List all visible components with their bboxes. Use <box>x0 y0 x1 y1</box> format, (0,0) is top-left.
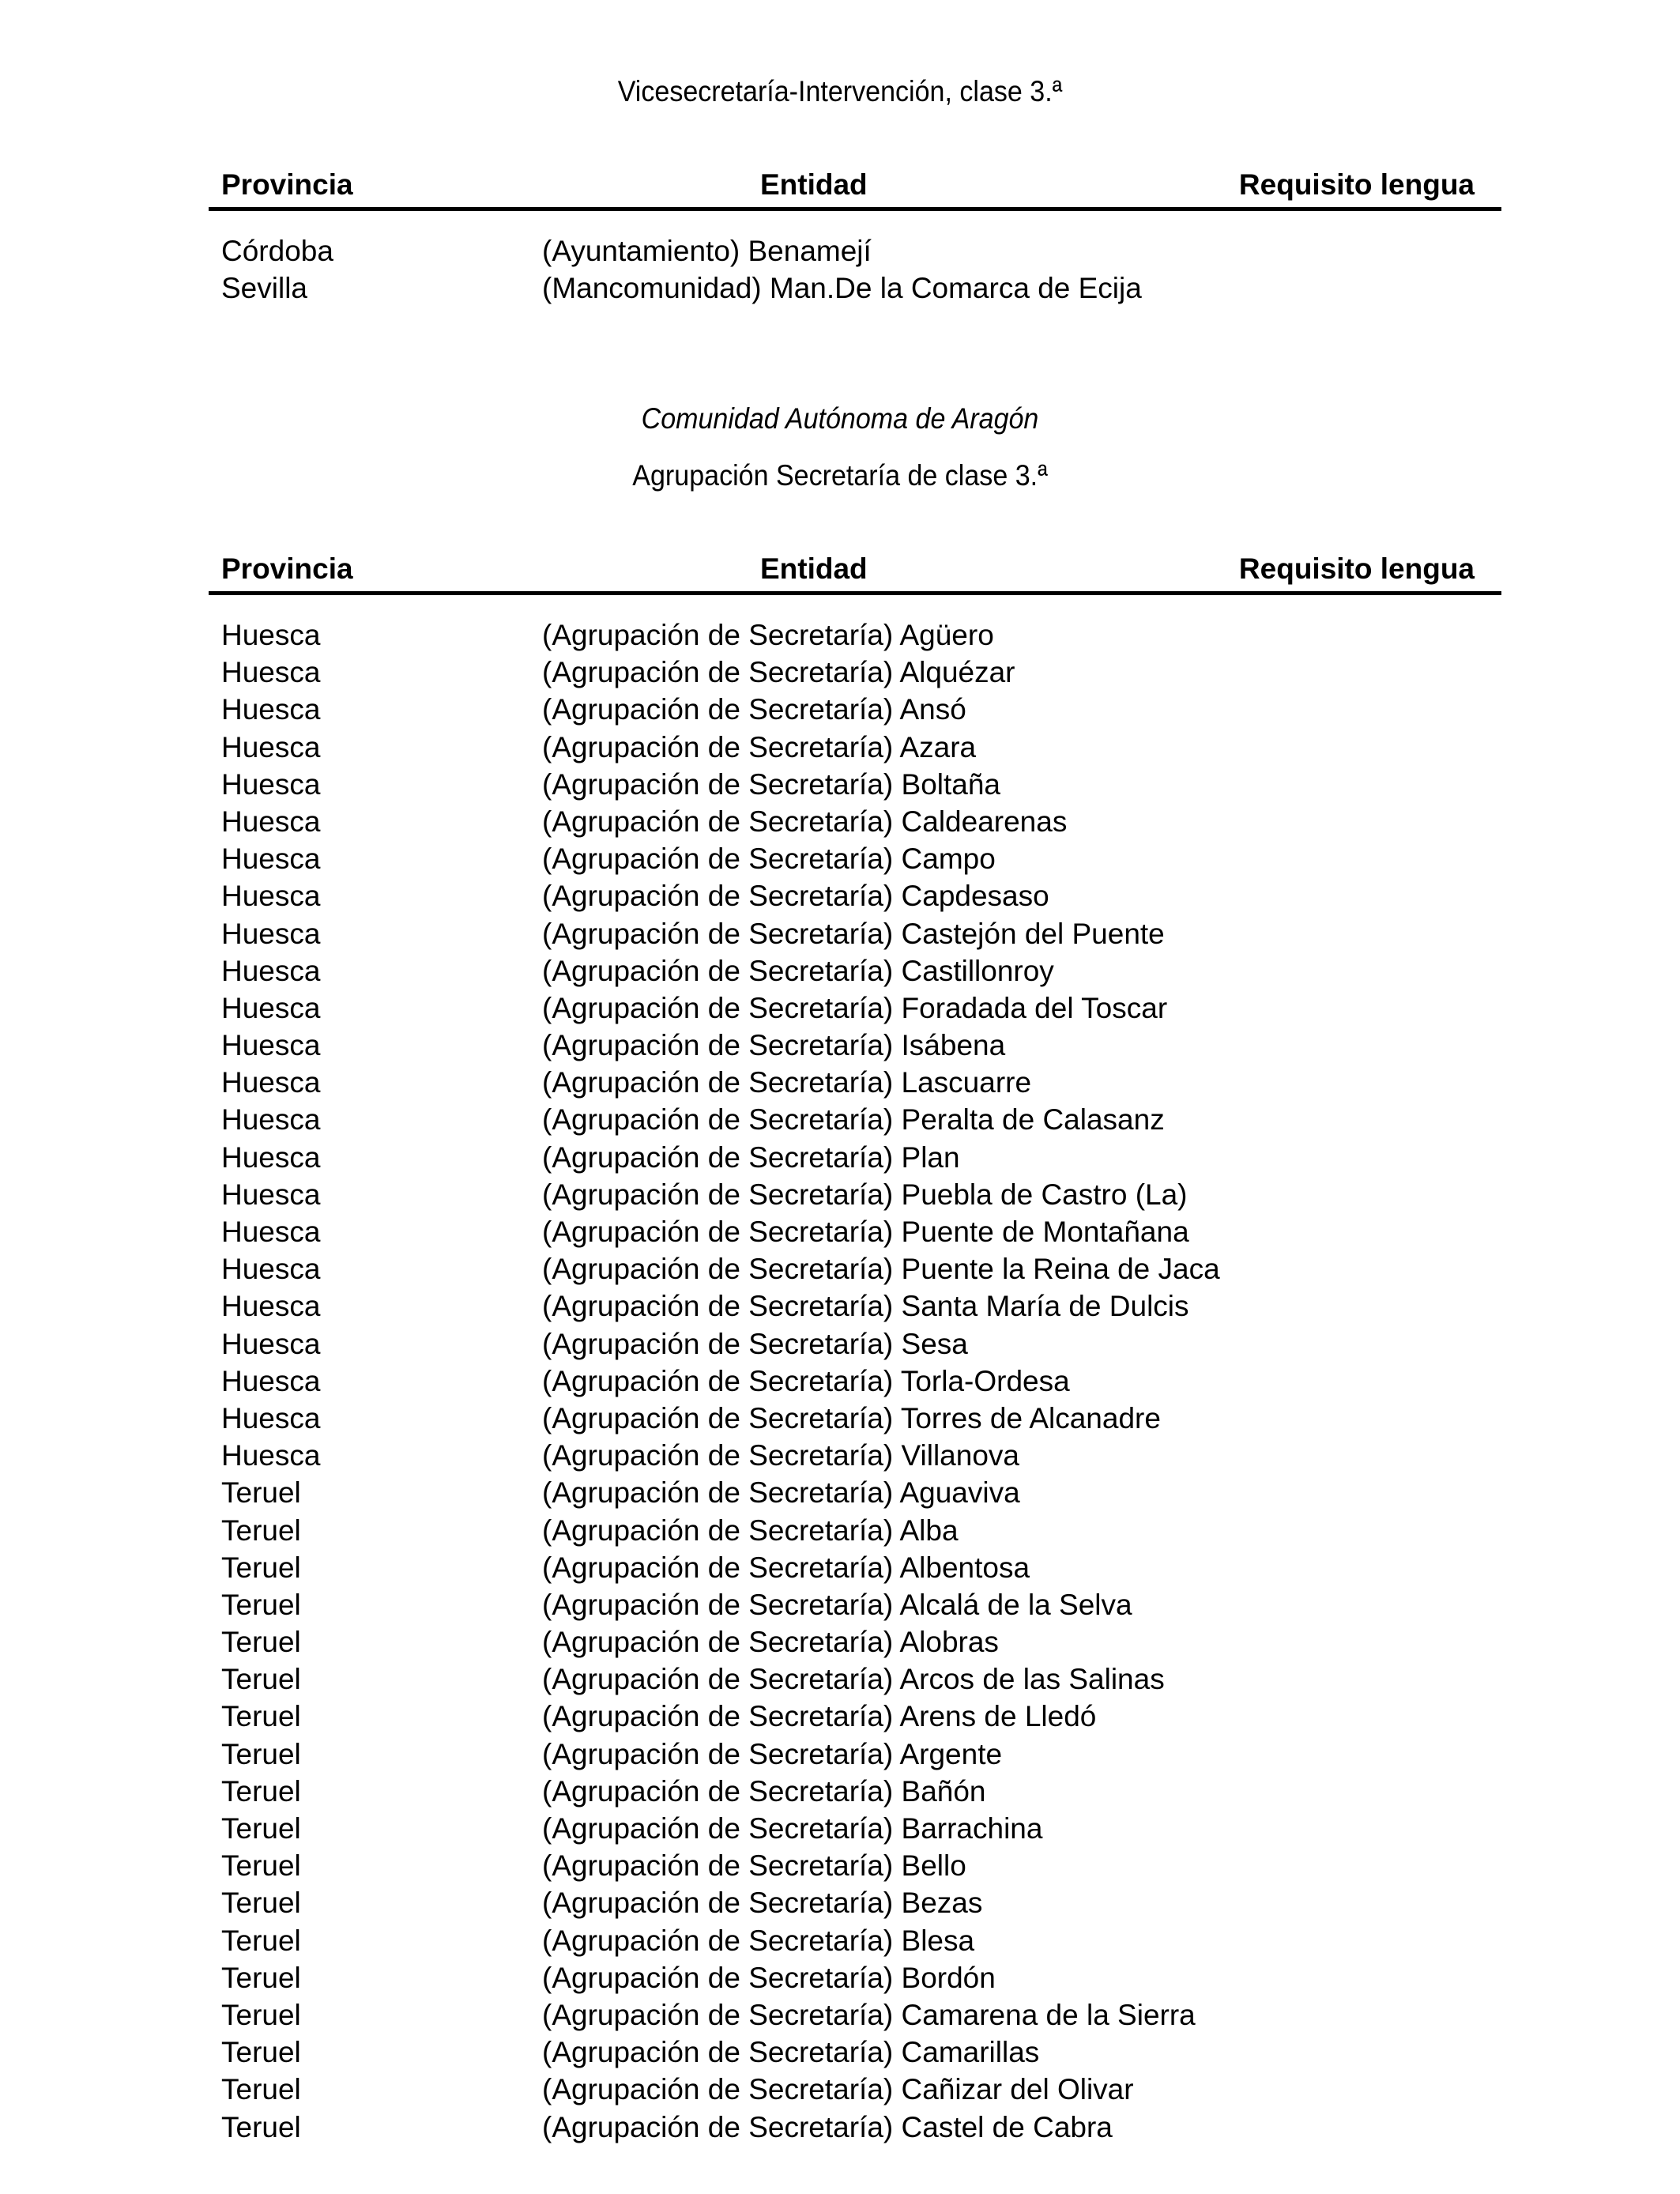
cell-entidad: (Agrupación de Secretaría) Bezas <box>542 1887 983 1920</box>
cell-entidad: (Agrupación de Secretaría) Peralta de Calasanz <box>542 1103 1165 1137</box>
cell-entidad: (Agrupación de Secretaría) Puente de Montañana <box>542 1216 1189 1248</box>
cell-provincia: Teruel <box>221 1551 301 1584</box>
cell-entidad: (Agrupación de Secretaría) Lascuarre <box>542 1066 1032 1099</box>
cell-entidad: (Agrupación de Secretaría) Plan <box>542 1140 960 1174</box>
header-requisito-lengua: Requisito lengua <box>1238 552 1475 585</box>
cell-provincia: Teruel <box>221 2110 301 2143</box>
cell-provincia: Teruel <box>221 1514 301 1547</box>
cell-entidad: (Agrupación de Secretaría) Campo <box>542 843 996 876</box>
cell-provincia: Teruel <box>221 1998 301 2031</box>
cell-entidad: (Agrupación de Secretaría) Aguaviva <box>542 1476 1020 1510</box>
table-row <box>221 729 1486 766</box>
cell-entidad: (Agrupación de Secretaría) Alobras <box>542 1626 999 1659</box>
table-row <box>221 1810 1486 1847</box>
cell-entidad: (Agrupación de Secretaría) Camarena de la Sierra <box>542 1998 1196 2031</box>
cell-entidad: (Agrupación de Secretaría) Bello <box>542 1849 966 1883</box>
table-row <box>221 232 1486 270</box>
cell-entidad: (Agrupación de Secretaría) Isábena <box>542 1029 1006 1062</box>
cell-provincia: Sevilla <box>221 272 307 305</box>
cell-provincia: Huesca <box>221 693 321 726</box>
table-row <box>221 2034 1486 2071</box>
table-row <box>221 840 1486 877</box>
cell-provincia: Huesca <box>221 1140 321 1174</box>
table-row <box>221 1437 1486 1474</box>
cell-entidad: (Agrupación de Secretaría) Alquézar <box>542 656 1015 689</box>
cell-entidad: (Agrupación de Secretaría) Sesa <box>542 1327 968 1360</box>
cell-provincia: Teruel <box>221 2036 301 2069</box>
cell-provincia: Teruel <box>221 1849 301 1883</box>
cell-provincia: Huesca <box>221 1439 321 1472</box>
cell-provincia: Huesca <box>221 730 321 763</box>
table-row <box>221 1474 1486 1511</box>
table-row <box>221 1623 1486 1661</box>
header-rule <box>209 207 1501 211</box>
table-body <box>221 616 1486 2146</box>
cell-provincia: Huesca <box>221 843 321 876</box>
table-row <box>221 1213 1486 1250</box>
cell-provincia: Teruel <box>221 1887 301 1920</box>
cell-entidad: (Agrupación de Secretaría) Cañizar del Olivar <box>542 2073 1134 2106</box>
cell-provincia: Teruel <box>221 1700 301 1733</box>
table-row <box>221 1549 1486 1586</box>
cell-entidad: (Mancomunidad) Man.De la Comarca de Ecija <box>542 272 1142 305</box>
cell-entidad: (Agrupación de Secretaría) Agüero <box>542 619 994 651</box>
table-row <box>221 2071 1486 2108</box>
cell-entidad: (Agrupación de Secretaría) Puente la Reina de Jaca <box>542 1253 1220 1286</box>
cell-provincia: Huesca <box>221 1216 321 1248</box>
table-row <box>221 1661 1486 1698</box>
cell-entidad: (Agrupación de Secretaría) Bordón <box>542 1961 996 1994</box>
cell-provincia: Huesca <box>221 1327 321 1360</box>
cell-provincia: Teruel <box>221 1812 301 1845</box>
cell-entidad: (Agrupación de Secretaría) Arens de Lledó <box>542 1700 1097 1733</box>
cell-entidad: (Agrupación de Secretaría) Argente <box>542 1737 1003 1770</box>
cell-provincia: Teruel <box>221 1626 301 1659</box>
cell-entidad: (Agrupación de Secretaría) Camarillas <box>542 2036 1040 2069</box>
cell-provincia: Huesca <box>221 954 321 987</box>
table-row <box>221 1773 1486 1810</box>
cell-provincia: Huesca <box>221 1103 321 1137</box>
cell-provincia: Huesca <box>221 1290 321 1323</box>
cell-entidad: (Agrupación de Secretaría) Bañón <box>542 1774 986 1808</box>
cell-entidad: (Agrupación de Secretaría) Ansó <box>542 693 966 726</box>
cell-entidad: (Agrupación de Secretaría) Castillonroy <box>542 954 1054 987</box>
table-row <box>221 915 1486 952</box>
table-row <box>221 2109 1486 2146</box>
cell-provincia: Teruel <box>221 1961 301 1994</box>
cell-provincia: Huesca <box>221 656 321 689</box>
cell-entidad: (Agrupación de Secretaría) Alba <box>542 1514 959 1547</box>
cell-provincia: Teruel <box>221 1663 301 1696</box>
table-row <box>221 1996 1486 2034</box>
cell-entidad: (Agrupación de Secretaría) Caldearenas <box>542 805 1068 838</box>
cell-entidad: (Agrupación de Secretaría) Puebla de Castro (La) <box>542 1178 1188 1211</box>
table-row <box>221 1698 1486 1735</box>
table-row <box>221 1287 1486 1325</box>
header-rule <box>209 591 1501 595</box>
cell-provincia: Teruel <box>221 1737 301 1770</box>
table-row <box>221 1139 1486 1176</box>
table-row <box>221 1325 1486 1363</box>
section-title: Vicesecretaría-Intervención, clase 3.ª <box>617 75 1063 107</box>
table-row <box>221 1586 1486 1623</box>
cell-entidad: (Agrupación de Secretaría) Torres de Alcanadre <box>542 1401 1161 1434</box>
section-title: Agrupación Secretaría de clase 3.ª <box>632 459 1048 492</box>
table-row <box>221 616 1486 654</box>
cell-entidad: (Ayuntamiento) Benamejí <box>542 235 872 267</box>
table-header <box>209 166 1501 204</box>
table-row <box>221 654 1486 691</box>
cell-provincia: Huesca <box>221 1401 321 1434</box>
table-row <box>221 990 1486 1027</box>
cell-provincia: Córdoba <box>221 235 333 267</box>
cell-entidad: (Agrupación de Secretaría) Foradada del Toscar <box>542 991 1168 1024</box>
cell-provincia: Huesca <box>221 991 321 1024</box>
table-row <box>221 1363 1486 1400</box>
cell-entidad: (Agrupación de Secretaría) Santa María de Dulcis <box>542 1290 1189 1323</box>
table-row <box>221 691 1486 728</box>
cell-entidad: (Agrupación de Secretaría) Barrachina <box>542 1812 1043 1845</box>
table-row <box>221 803 1486 840</box>
header-entidad: Entidad <box>760 552 868 585</box>
cell-entidad: (Agrupación de Secretaría) Castejón del Puente <box>542 917 1165 950</box>
cell-provincia: Huesca <box>221 1253 321 1286</box>
cell-entidad: (Agrupación de Secretaría) Castel de Cabra <box>542 2110 1113 2143</box>
community-title: Comunidad Autónoma de Aragón <box>641 402 1039 435</box>
table-row <box>221 1176 1486 1213</box>
table-row <box>221 1847 1486 1884</box>
cell-entidad: (Agrupación de Secretaría) Boltaña <box>542 767 1001 801</box>
table-row <box>221 1064 1486 1101</box>
cell-entidad: (Agrupación de Secretaría) Alcalá de la Selva <box>542 1588 1132 1621</box>
table-row <box>221 766 1486 803</box>
cell-entidad: (Agrupación de Secretaría) Albentosa <box>542 1551 1030 1584</box>
cell-provincia: Huesca <box>221 767 321 801</box>
header-provincia: Provincia <box>221 552 353 585</box>
table-row <box>221 1101 1486 1138</box>
table-row <box>221 1250 1486 1287</box>
header-provincia: Provincia <box>221 168 353 201</box>
table-body <box>221 232 1486 307</box>
table-row <box>221 1736 1486 1773</box>
cell-entidad: (Agrupación de Secretaría) Torla-Ordesa <box>542 1364 1070 1397</box>
cell-provincia: Huesca <box>221 1178 321 1211</box>
table-row <box>221 877 1486 914</box>
cell-entidad: (Agrupación de Secretaría) Arcos de las Salinas <box>542 1663 1165 1696</box>
cell-provincia: Huesca <box>221 1364 321 1397</box>
table-row <box>221 1512 1486 1549</box>
table-row <box>221 1884 1486 1921</box>
table-row <box>221 1922 1486 1959</box>
cell-provincia: Huesca <box>221 619 321 651</box>
cell-provincia: Huesca <box>221 880 321 913</box>
cell-provincia: Huesca <box>221 1066 321 1099</box>
cell-entidad: (Agrupación de Secretaría) Azara <box>542 730 977 763</box>
cell-provincia: Teruel <box>221 1588 301 1621</box>
table-row <box>221 270 1486 307</box>
cell-provincia: Teruel <box>221 1476 301 1510</box>
table-row <box>221 952 1486 990</box>
cell-provincia: Huesca <box>221 805 321 838</box>
table-header <box>209 550 1501 588</box>
table-row <box>221 1959 1486 1996</box>
cell-entidad: (Agrupación de Secretaría) Blesa <box>542 1924 975 1957</box>
cell-entidad: (Agrupación de Secretaría) Capdesaso <box>542 880 1049 913</box>
cell-provincia: Teruel <box>221 1774 301 1808</box>
table-row <box>221 1027 1486 1064</box>
cell-provincia: Huesca <box>221 917 321 950</box>
table-row <box>221 1400 1486 1437</box>
cell-entidad: (Agrupación de Secretaría) Villanova <box>542 1439 1019 1472</box>
cell-provincia: Huesca <box>221 1029 321 1062</box>
cell-provincia: Teruel <box>221 1924 301 1957</box>
header-entidad: Entidad <box>760 168 868 201</box>
cell-provincia: Teruel <box>221 2073 301 2106</box>
header-requisito-lengua: Requisito lengua <box>1238 168 1475 201</box>
